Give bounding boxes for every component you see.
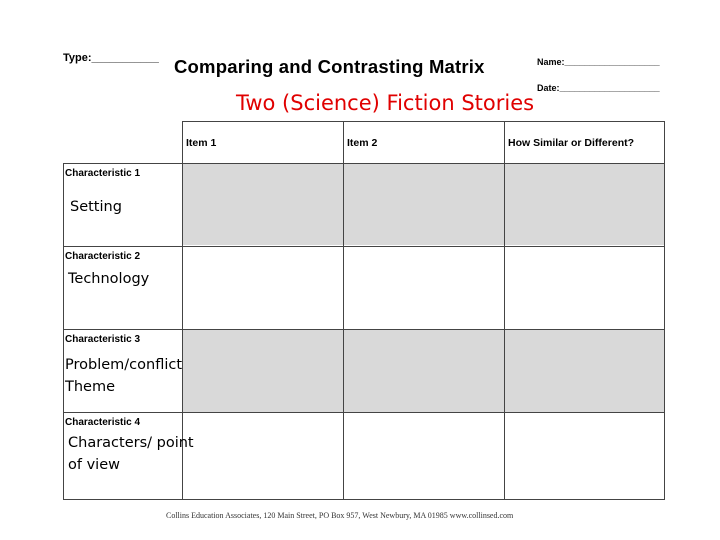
row-entry[interactable]: Setting xyxy=(70,199,122,215)
matrix-border xyxy=(63,163,665,164)
matrix-border xyxy=(63,329,665,330)
row-heading: Characteristic 2 xyxy=(65,251,141,262)
matrix-border xyxy=(63,163,64,500)
matrix-border xyxy=(63,246,665,247)
subtitle: Two (Science) Fiction Stories xyxy=(236,91,535,115)
matrix-row-shade-3 xyxy=(182,329,664,412)
matrix-row-shade-1 xyxy=(182,163,664,245)
column-header-item-2: Item 2 xyxy=(347,137,378,149)
matrix-border xyxy=(63,412,665,413)
row-entry[interactable]: Problem/conflict xyxy=(65,357,183,373)
matrix-border xyxy=(182,121,665,122)
type-label: Type:___________ xyxy=(63,52,159,64)
matrix-border xyxy=(504,121,505,500)
matrix-border xyxy=(343,121,344,500)
row-entry[interactable]: Theme xyxy=(65,379,116,395)
footer-address: Collins Education Associates, 120 Main Street, PO Box 957, West Newbury, MA 01985 www.collinsed.com xyxy=(166,511,514,520)
page-title: Comparing and Contrasting Matrix xyxy=(174,56,485,77)
row-heading: Characteristic 3 xyxy=(65,334,141,345)
name-field-label: Name:___________________ xyxy=(537,57,660,67)
matrix-border xyxy=(63,499,665,500)
row-entry[interactable]: Technology xyxy=(68,271,150,287)
row-entry[interactable]: Characters/ point xyxy=(68,435,194,451)
row-entry[interactable]: of view xyxy=(68,457,120,473)
row-heading: Characteristic 1 xyxy=(65,168,141,179)
column-header-comparison: How Similar or Different? xyxy=(508,137,635,149)
row-heading: Characteristic 4 xyxy=(65,417,141,428)
matrix-border xyxy=(664,121,665,500)
column-header-item-1: Item 1 xyxy=(186,137,217,149)
date-field-label: Date:____________________ xyxy=(537,83,660,93)
